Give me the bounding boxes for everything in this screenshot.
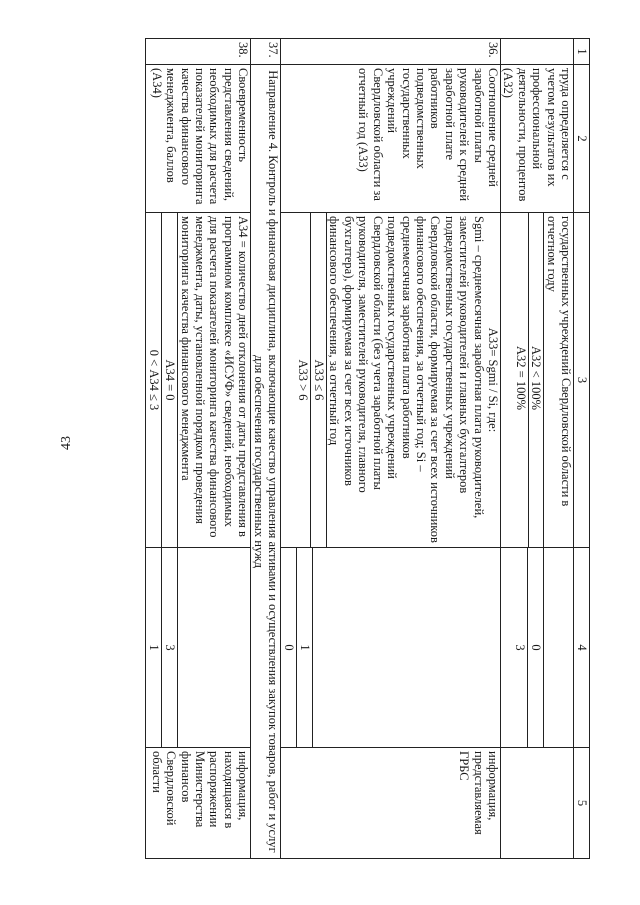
criteria-table (145, 38, 590, 859)
formula-tail: государственных учреждений Свердловской области в отчетном году (544, 216, 573, 507)
row-number: 37. (251, 39, 281, 65)
indicator-name: Своевременность представления сведений, необходимых для расчета показателей мониторинга качества финансового менеджмента, баллов (А34) (146, 65, 251, 213)
formula-cell-cont (500, 213, 573, 548)
score-cell (280, 548, 500, 748)
formula-cell (280, 213, 500, 548)
header-col-3: 3 (574, 213, 590, 548)
section-heading: Направление 4. Контроль и финансовая дисциплина, включающие качество управления активами и осуществления закупок товаров, работ и услуг для обеспечения государственных нужд (251, 65, 281, 859)
score: 3 (162, 548, 178, 747)
formula-body: Sgmi – среднемесячная заработная плата руководителей, заместителей руководителей и главных бухгалтеров подведомственных государственных учреждений Свердловской области, формируемая за счет всех источников финансового обеспечения, за отчетный год; Si – среднемесячная заработная плата работников подведомственных государственных учреждений Свердловской области (без учета заработной платы руководителя, заместителей руководителя, главного бухгалтера), формируемая за счет всех источников финансового обеспечения, за отчетный год (327, 216, 486, 543)
formula-title: А33= Sgmi / Si, где: (485, 327, 500, 433)
score: 1 (297, 548, 313, 747)
table-row-36 (280, 39, 500, 859)
score-cell (146, 548, 251, 748)
header-col-1: 1 (574, 39, 590, 65)
condition: А33 > 6 (295, 213, 311, 547)
score: 3 (512, 548, 528, 747)
formula-cell (146, 213, 251, 548)
condition: А32 = 100% (513, 346, 528, 410)
condition: А33 ≤ 6 (311, 213, 327, 547)
score: 0 (528, 548, 544, 747)
condition: А34 = 0 (162, 213, 178, 547)
indicator-tail: труда определяется с учетом результатов их профессиональной деятельности, процентов (А32) (500, 65, 573, 213)
table-row-continuation (500, 39, 573, 859)
header-col-2: 2 (574, 65, 590, 213)
table-row-38 (146, 39, 251, 859)
formula-body: А34 = количество дней отклонения от даты представления в программном комплексе «ИСУФ» сведений, необходимых для расчета показателей мониторинга качества финансового менеджмента, даты, установленной порядком проведения мониторинга качества финансового менеджмента (178, 216, 251, 538)
indicator-name: Соотношение средней заработной платы руководителей к средней заработной плате работников подведомственных государственных учреждений Свердловской области за отчетный год (А33) (280, 65, 500, 213)
page-number: 43 (59, 436, 74, 450)
row-number: 36. (280, 39, 500, 65)
header-col-4: 4 (574, 548, 590, 748)
source: информация, находящаяся в распоряжении Министерства финансов Свердловской области (146, 748, 251, 859)
row-number: 38. (146, 39, 251, 65)
header-row (574, 39, 590, 859)
rotated-table-container (85, 38, 590, 858)
table-row-37 (251, 39, 281, 859)
condition: А32 < 100% (529, 346, 544, 410)
score: 0 (281, 548, 297, 747)
score-cell-cont (500, 548, 573, 748)
score: 1 (146, 548, 162, 747)
source: информация, представляемая ГРБС (280, 748, 500, 859)
source-cell-empty (500, 748, 573, 859)
cell-num-empty (500, 39, 573, 65)
condition: 0 < А34 ≤ 3 (146, 213, 162, 547)
header-col-5: 5 (574, 748, 590, 859)
